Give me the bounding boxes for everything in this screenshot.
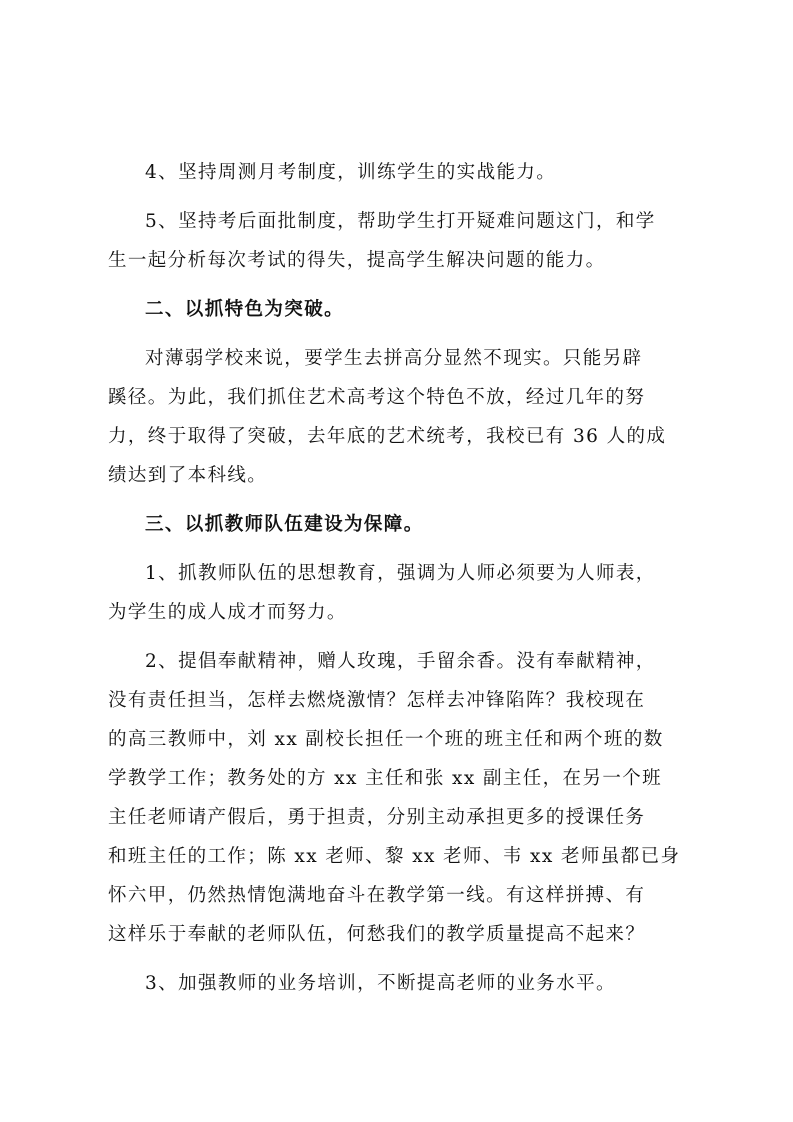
text-line: 为学生的成人成才而努力。 [108,602,347,623]
text-line: 和班主任的工作；陈 xx 老师、黎 xx 老师、韦 xx 老师虽都已身 [108,846,681,867]
text-line: 蹊径。为此，我们抓住艺术高考这个特色不放，经过几年的努 [108,387,646,408]
text-line: 没有责任担当，怎样去燃烧激情？怎样去冲锋陷阵？我校现在 [108,690,646,711]
text-line: 3、加强教师的业务培训，不断提高老师的业务水平。 [145,973,616,994]
heading-text: 二、以抓特色为突破。 [145,299,345,320]
text-line: 怀六甲，仍然热情饱满地奋斗在教学第一线。有这样拼搏、有 [108,885,646,906]
text-line: 学教学工作；教务处的方 xx 主任和张 xx 副主任，在另一个班 [108,768,663,789]
text-line: 的高三教师中，刘 xx 副校长担任一个班的班主任和两个班的数 [108,729,664,750]
text-line: 5、坚持考后面批制度，帮助学生打开疑难问题这门，和学 [145,211,656,232]
text-line: 2、提倡奉献精神，赠人玫瑰，手留余香。没有奉献精神， [145,651,656,672]
text-line: 对薄弱学校来说，要学生去拼高分显然不现实。只能另辟 [145,348,643,369]
paragraph-weekly-monthly-tests [108,153,690,192]
document-page [108,153,690,1013]
heading-text: 三、以抓教师队伍建设为保障。 [145,514,424,535]
paragraph-professional-training [108,964,690,1003]
paragraph-teacher-ideology [108,554,690,632]
paragraph-art-exam-breakthrough [108,339,690,495]
text-line: 绩达到了本科线。 [108,465,268,486]
section-heading-3 [108,505,690,544]
text-line: 力，终于取得了突破，去年底的艺术统考，我校已有 36 人的成 [108,426,667,447]
paragraph-post-exam-review [108,202,690,280]
text-line: 主任老师请产假后，勇于担责，分别主动承担更多的授课任务 [108,807,646,828]
section-heading-2 [108,290,690,329]
text-line: 1、抓教师队伍的思想教育，强调为人师必须要为人师表， [145,563,656,584]
text-line: 生一起分析每次考试的得失，提高学生解决问题的能力。 [108,250,606,271]
text-line: 4、坚持周测月考制度，训练学生的实战能力。 [145,162,557,183]
paragraph-dedication-spirit [108,642,690,954]
text-line: 这样乐于奉献的老师队伍，何愁我们的教学质量提高不起来？ [108,924,646,945]
